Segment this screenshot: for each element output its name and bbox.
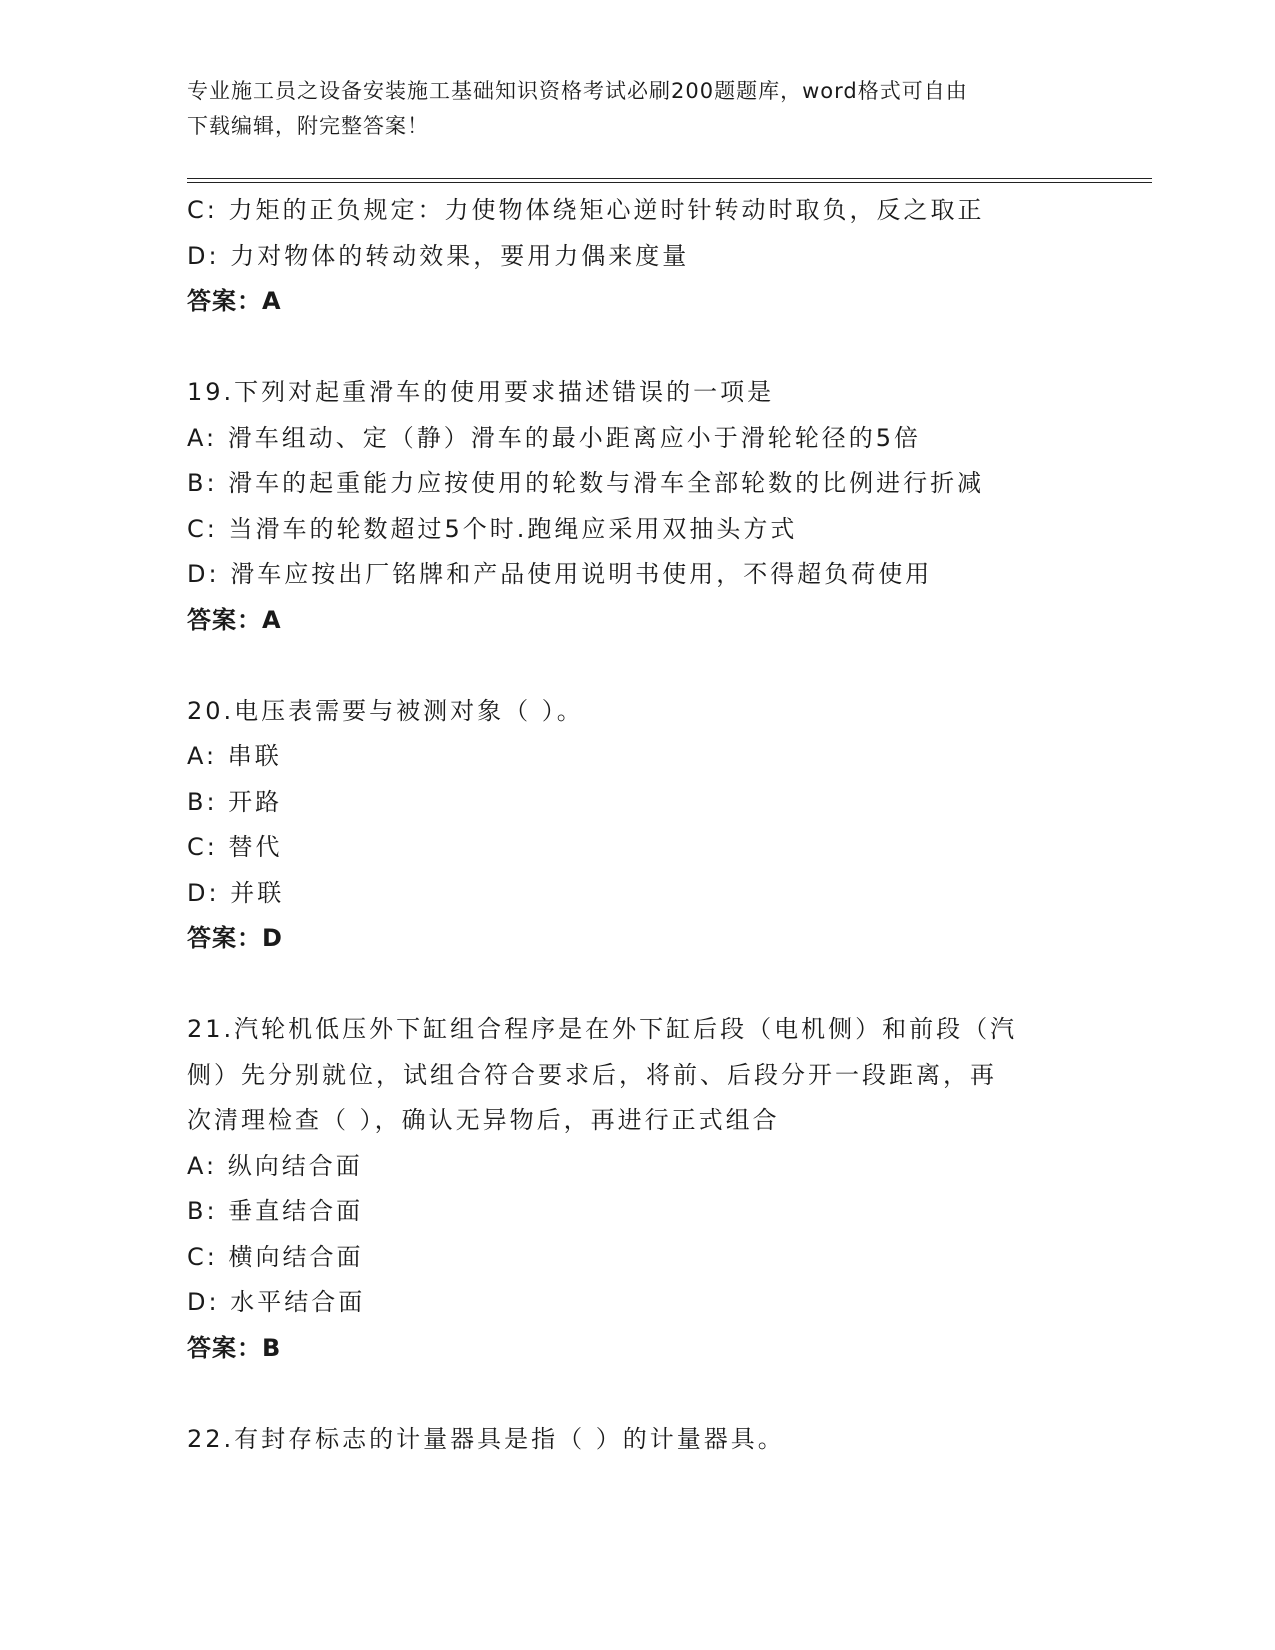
header-line-1: 专业施工员之设备安装施工基础知识资格考试必刷200题题库，word格式可自由 bbox=[187, 79, 968, 103]
document-header bbox=[187, 74, 1087, 144]
option-d: D: 并联 bbox=[187, 878, 285, 907]
spacer bbox=[187, 643, 1087, 689]
option-c: C: 替代 bbox=[187, 833, 283, 861]
spacer bbox=[187, 962, 1087, 1008]
header-rule-bottom bbox=[187, 182, 1152, 183]
header-line-2: 下载编辑，附完整答案！ bbox=[187, 114, 429, 138]
option-a: A: 串联 bbox=[187, 742, 282, 770]
question-stem-line-1: 21.汽轮机低压外下缸组合程序是在外下缸后段（电机侧）和前段（汽 bbox=[187, 1015, 1018, 1043]
question-20 bbox=[187, 689, 1087, 962]
option-c: C: 横向结合面 bbox=[187, 1242, 364, 1271]
question-21 bbox=[187, 1007, 1087, 1371]
answer-line: 答案：B bbox=[187, 1333, 282, 1362]
answer-line: 答案：D bbox=[187, 924, 283, 952]
option-c: C: 当滑车的轮数超过5个时.跑绳应采用双抽头方式 bbox=[187, 514, 798, 543]
option-a: A: 纵向结合面 bbox=[187, 1151, 363, 1180]
option-b: B: 开路 bbox=[187, 787, 283, 816]
option-a: A: 滑车组动、定（静）滑车的最小距离应小于滑轮轮径的5倍 bbox=[187, 423, 921, 452]
spacer bbox=[187, 325, 1087, 371]
answer-line: 答案：A bbox=[187, 287, 282, 315]
header-rule-top bbox=[187, 178, 1152, 179]
question-22 bbox=[187, 1417, 1087, 1463]
question-list bbox=[187, 188, 1087, 1462]
spacer bbox=[187, 1371, 1087, 1417]
option-b: B: 垂直结合面 bbox=[187, 1197, 364, 1225]
question-stem: 22.有封存标志的计量器具是指（ ）的计量器具。 bbox=[187, 1424, 785, 1453]
answer-line: 答案：A bbox=[187, 605, 282, 634]
question-stem-line-3: 次清理检查（ ），确认无异物后，再进行正式组合 bbox=[187, 1106, 780, 1134]
question-stem: 20.电压表需要与被测对象（ ）。 bbox=[187, 696, 584, 725]
question-stem-line-2: 侧）先分别就位，试组合符合要求后，将前、后段分开一段距离，再 bbox=[187, 1060, 997, 1089]
option-b: B: 滑车的起重能力应按使用的轮数与滑车全部轮数的比例进行折减 bbox=[187, 469, 985, 497]
option-c: C: 力矩的正负规定：力使物体绕矩心逆时针转动时取负，反之取正 bbox=[187, 196, 985, 224]
option-d: D: 滑车应按出厂铭牌和产品使用说明书使用，不得超负荷使用 bbox=[187, 560, 933, 588]
option-d: D: 水平结合面 bbox=[187, 1288, 366, 1316]
question-18-tail bbox=[187, 188, 1087, 325]
option-d: D: 力对物体的转动效果，要用力偶来度量 bbox=[187, 241, 690, 270]
question-19 bbox=[187, 370, 1087, 643]
question-stem: 19.下列对起重滑车的使用要求描述错误的一项是 bbox=[187, 378, 775, 406]
